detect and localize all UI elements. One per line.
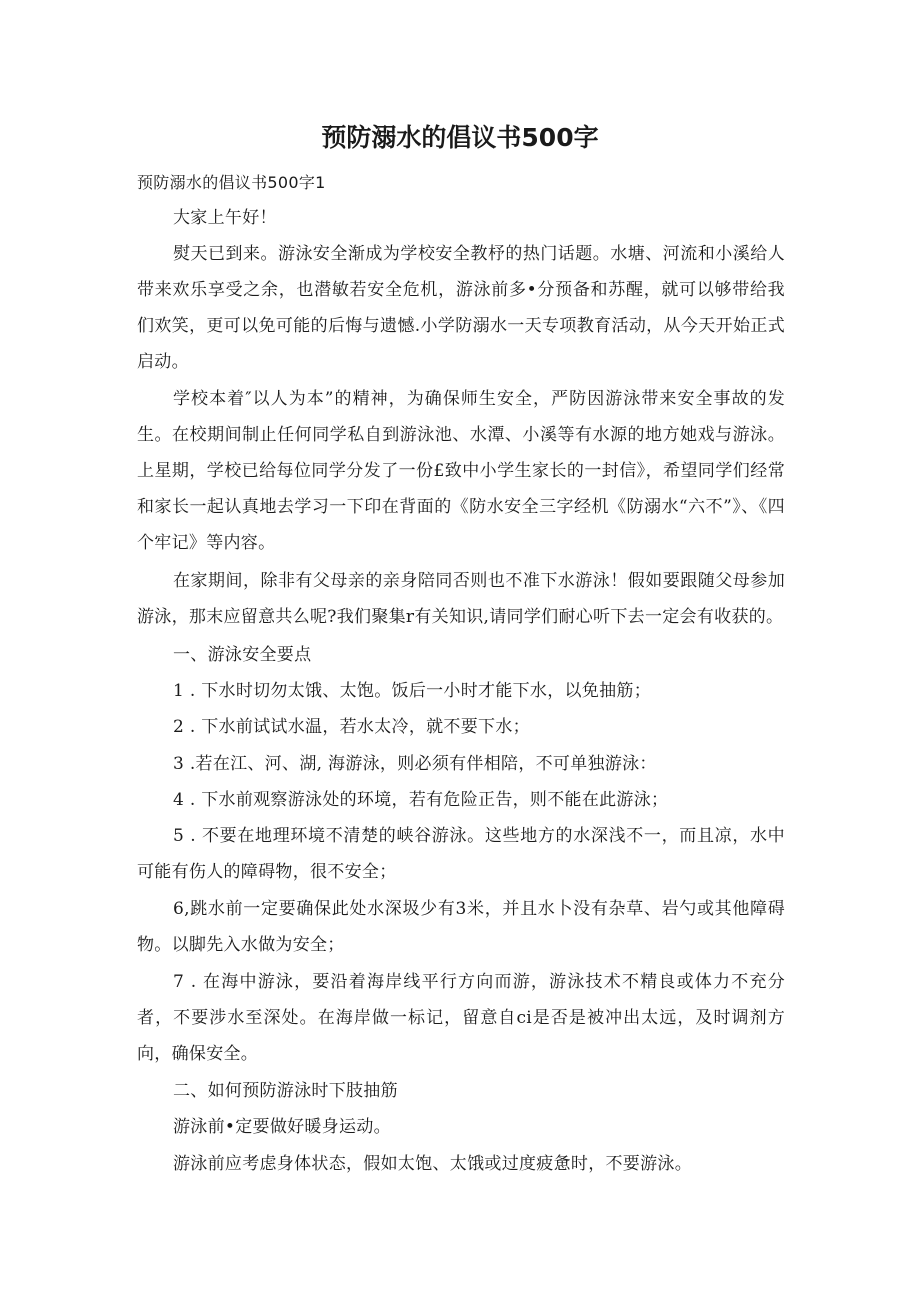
list-item-5: 5 . 不要在地理环境不清楚的峡谷游泳。这些地方的水深浅不一，而且凉，水中可能有伤人的障碍物，很不安全； [137, 826, 785, 882]
list-item-6: 6,跳水前一定要确保此处水深圾少有3米，并且水卜没有杂草、岩勺或其他障碍物。以脚先入水做为安全； [137, 899, 785, 955]
section-heading-1: 一、游泳安全要点 [173, 645, 312, 665]
greeting: 大家上午好！ [173, 208, 277, 228]
paragraph-3: 在家期间，除非有父母亲的亲身陪同否则也不准下水游泳！假如要跟随父母参加游泳，那末应留意共么呢?我们聚集r有关知识,请同学们耐心听下去一定会有收获的。 [137, 571, 785, 627]
list-item-3: 3 .若在江、河、湖, 海游泳，则必须有伴相陪，不可单独游泳： [173, 754, 657, 774]
list-item-7: 7 . 在海中游泳，要沿着海岸线平行方向而游，游泳技术不精良或体力不充分者，不要涉水至深处。在海岸做一标记，留意自ⅽi是否是被冲出太远，及时调剂方向，确保安全。 [137, 972, 785, 1064]
paragraph-1: 熨天已到来。游泳安全渐成为学校安全教杼的热门话题。水塘、河流和小溪给人带来欢乐享受之余，也潜敏若安全危机，游泳前多•分预备和苏醒，就可以够带给我们欢笑，更可以免可能的后悔与遗憾.小学防溺水一天专项教育活动，从今天开始正式启动。 [137, 244, 785, 372]
document-subtitle: 预防溺水的倡议书500字1 [137, 173, 326, 192]
paragraph-2: 学校本着″以人为本”的精神，为确保师生安全，严防因游泳带来安全事故的发生。在校期间制止任何同学私自到游泳池、水潭、小溪等有水源的地方她戏与游泳。上星期，学校已给每位同学分发了一份£致中小学生家长的一封信》，希望同学们经常和家长一起认真地去学习一下印在背面的《防水安全三字经机《防溺水“六不”》、《四个牢记》等内容。 [137, 389, 785, 553]
list-item-1: 1 . 下水时切勿太饿、太饱。饭后一小时才能下水，以免抽筋； [173, 681, 652, 701]
section-heading-2: 二、如何预防游泳时下肢抽筋 [173, 1081, 398, 1101]
body-line-2: 游泳前应考虑身体状态，假如太饱、太饿或过度疲惫时，不要游泳。 [173, 1154, 692, 1174]
list-item-2: 2 . 下水前试试水温，若水太冷，就不要下水； [173, 717, 530, 737]
document-title: 预防溺水的倡议书500字 [321, 123, 599, 152]
body-line-1: 游泳前•定要做好暖身运动。 [173, 1117, 391, 1137]
list-item-4: 4 . 下水前观察游泳处的环境，若有危险正告，则不能在此游泳； [173, 790, 669, 810]
